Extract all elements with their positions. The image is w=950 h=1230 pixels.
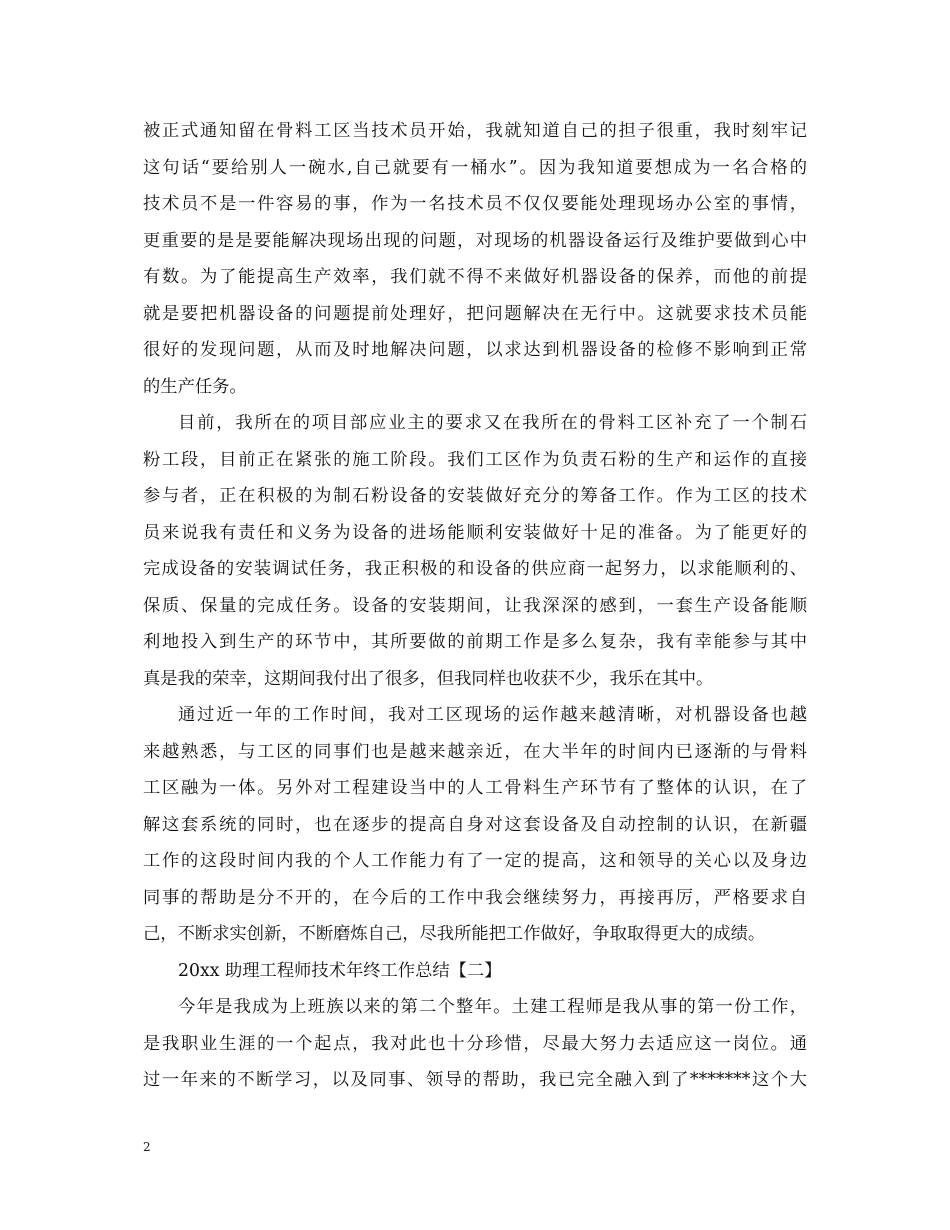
paragraph-1 [143,113,807,405]
text-line: 的生产任务。 [143,376,247,397]
text-line: 通过近一年的工作时间，我对工区现场的运作越来越清晰，对机器设备也越 [178,705,807,725]
text-line: 员来说我有责任和义务为设备的进场能顺利安装做好十足的准备。为了能更好的 [143,522,807,543]
text-line: 工区融为一体。另外对工程建设当中的人工骨料生产环节有了整体的认识，在了 [143,778,807,798]
text-line: 今年是我成为上班族以来的第二个整年。土建工程师是我从事的第一份工作， [178,997,807,1017]
text-line: 同事的帮助是分不开的，在今后的工作中我会继续努力，再接再厉，严格要求自 [143,887,807,908]
paragraph-4 [143,989,807,1099]
paragraph-3 [143,697,807,953]
text-line: 利地投入到生产的环节中，其所要做的前期工作是多么复杂，我有幸能参与其中 [143,632,807,652]
text-line: 这句话“要给别人一碗水,自己就要有一桶水”。因为我知道要想成为一名合格的 [143,157,807,178]
text-line: 解这套系统的同时，也在逐步的提高自身对这套设备及自动控制的认识，在新疆 [143,814,807,835]
text-line: 过一年来的不断学习，以及同事、领导的帮助，我已完全融入到了*******这个大 [143,1070,807,1090]
text-line: 是我职业生涯的一个起点，我对此也十分珍惜，尽最大努力去适应这一岗位。通 [143,1033,807,1054]
text-line: 真是我的荣幸，这期间我付出了很多，但我同样也收获不少，我乐在其中。 [143,668,714,689]
text-line: 己，不断求实创新，不断磨炼自己，尽我所能把工作做好，争取取得更大的成绩。 [143,924,766,944]
text-line: 来越熟悉，与工区的同事们也是越来越亲近，在大半年的时间内已逐渐的与骨料 [143,741,807,762]
text-line: 很好的发现问题，从而及时地解决问题，以求达到机器设备的检修不影响到正常 [143,340,807,360]
paragraph-2 [143,405,807,697]
text-line: 被正式通知留在骨料工区当技术员开始，我就知道自己的担子很重，我时刻牢记 [143,121,807,141]
text-line: 参与者，正在积极的为制石粉设备的安装做好充分的筹备工作。作为工区的技术 [143,486,807,506]
text-line: 技术员不是一件容易的事，作为一名技术员不仅仅要能处理现场办公室的事情， [143,194,807,214]
text-line: 有数。为了能提高生产效率，我们就不得不来做好机器设备的保养，而他的前提 [143,267,807,287]
text-line: 更重要的是是要能解决现场出现的问题，对现场的机器设备运行及维护要做到心中 [143,230,807,251]
text-line: 就是要把机器设备的问题提前处理好，把问题解决在无行中。这就要求技术员能 [143,303,807,324]
section-title: 20xx 助理工程师技术年终工作总结【二】 [178,960,502,981]
section-heading [143,953,807,990]
text-line: 粉工段，目前正在紧张的施工阶段。我们工区作为负责石粉的生产和运作的直接 [143,449,807,470]
text-line: 目前，我所在的项目部应业主的要求又在我所在的骨料工区补充了一个制石 [178,413,807,433]
text-line: 保质、保量的完成任务。设备的安装期间，让我深深的感到，一套生产设备能顺 [143,595,807,616]
document-body [143,113,807,1099]
page-number: 2 [143,1140,151,1154]
text-line: 工作的这段时间内我的个人工作能力有了一定的提高，这和领导的关心以及身边 [143,851,807,871]
text-line: 完成设备的安装调试任务，我正积极的和设备的供应商一起努力，以求能顺利的、 [143,559,807,579]
